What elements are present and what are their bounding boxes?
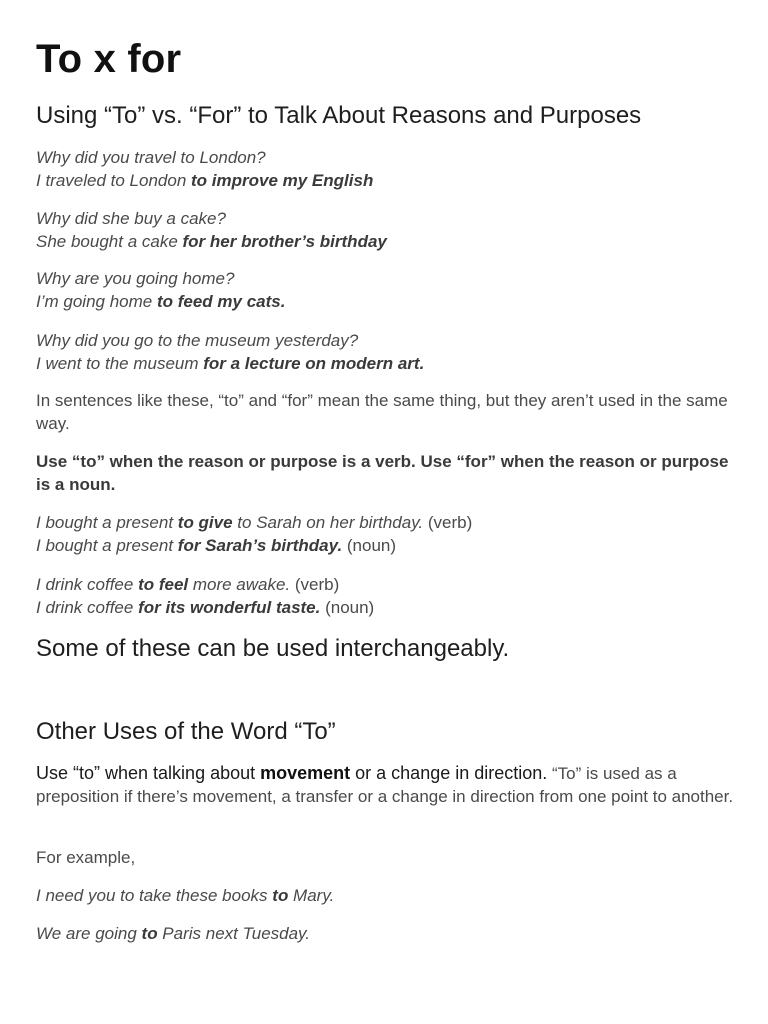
section-heading-reasons: Using “To” vs. “For” to Talk About Reasons and Purposes — [36, 102, 642, 129]
page-title: To x for — [36, 37, 182, 81]
interchangeable-note: Some of these can be used interchangeably. — [36, 635, 510, 662]
rule-paragraph: Use “to” when the reason or purpose is a verb. Use “for” when the reason or purpose is a noun. — [36, 452, 729, 494]
example-question: Why are you going home? — [36, 269, 235, 288]
movement-example: We are going to Paris next Tuesday. — [36, 924, 311, 943]
example-question: Why did she buy a cake? — [36, 209, 226, 228]
noun-example: I bought a present for Sarah’s birthday. (noun) — [36, 536, 397, 555]
explanation-paragraph: In sentences like these, “to” and “for” mean the same thing, but they aren’t used in the same way. — [36, 391, 728, 433]
example-answer: I’m going home to feed my cats. — [36, 292, 286, 311]
verb-example: I drink coffee to feel more awake. (verb) — [36, 575, 340, 594]
noun-example: I drink coffee for its wonderful taste. (noun) — [36, 598, 375, 617]
section-heading-other-uses: Other Uses of the Word “To” — [36, 718, 336, 745]
movement-example: I need you to take these books to Mary. — [36, 886, 335, 905]
example-answer: She bought a cake for her brother’s birthday — [36, 232, 387, 251]
movement-paragraph: Use “to” when talking about movement or a change in direction. “To” is used as a preposition if there’s movement, a transfer or a change in direction from one point to another. — [36, 763, 734, 806]
example-question: Why did you go to the museum yesterday? — [36, 331, 359, 350]
verb-example: I bought a present to give to Sarah on her birthday. (verb) — [36, 513, 473, 532]
example-answer: I traveled to London to improve my English — [36, 171, 374, 190]
example-question: Why did you travel to London? — [36, 148, 266, 167]
example-answer: I went to the museum for a lecture on modern art. — [36, 354, 425, 373]
for-example-label: For example, — [36, 848, 136, 867]
